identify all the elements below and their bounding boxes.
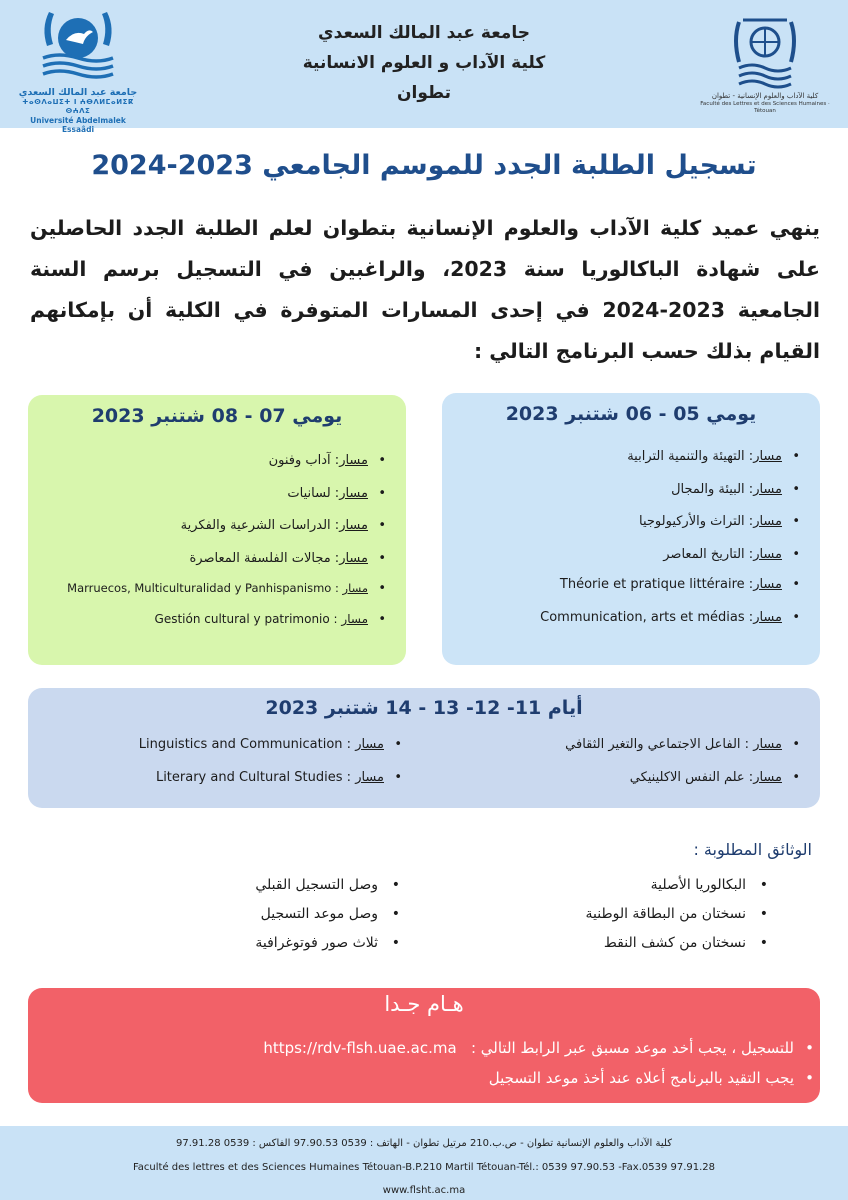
list-item: • مسار : Gestión cultural y patrimonio: [67, 612, 388, 626]
schedule-title: أيام 11- 12- 13 - 14 شتنبر 2023: [265, 697, 583, 719]
important-list: [263, 1033, 818, 1093]
list-item: • نسختان من كشف النقط: [585, 929, 772, 958]
list-item: • وصل موعد التسجيل: [255, 900, 404, 929]
list-item: • مسار: التهيئة والتنمية الترابية: [540, 449, 802, 464]
important-title: هـام جـدا: [384, 992, 464, 1016]
list-item: • مسار : Literary and Cultural Studies: [139, 770, 404, 785]
track-list-right: [565, 737, 802, 785]
documents-list-right: [585, 871, 772, 958]
university-logo: [16, 8, 140, 134]
city-name: تطوان: [397, 83, 451, 103]
schedule-title: يومي 05 - 06 شتنبر 2023: [505, 403, 757, 425]
list-item: • مسار: Communication, arts et médias: [540, 610, 802, 625]
intro-paragraph: ينهي عميد كلية الآداب والعلوم الإنسانية بتطوان لعلم الطلبة الجدد الحاصلين على شهادة الباكالوريا سنة 2023، والراغبين في التسجيل برسم السنة الجامعية 2023-2024 في إحدى المسارات المتوفرة في الكلية أن بإمكانهم القيام بذلك حسب البرنامج التالي :: [30, 216, 821, 363]
schedule-title: يومي 07 - 08 شتنبر 2023: [91, 405, 343, 427]
schedule-box-days-11-14: [28, 688, 820, 808]
documents-title: الوثائق المطلوبة :: [693, 840, 812, 859]
schedule-box-days-05-06: [442, 393, 820, 665]
page-title: تسجيل الطلبة الجدد للموسم الجامعي 2023-2024: [91, 150, 757, 181]
list-item: • مسار : الفاعل الاجتماعي والتغير الثقافي: [565, 737, 802, 752]
list-item: • مسار : Marruecos, Multiculturalidad y Panhispanismo: [67, 581, 388, 595]
registration-link[interactable]: https://rdv-flsh.uae.ac.ma: [263, 1039, 457, 1057]
footer-website-link[interactable]: www.flsht.ac.ma: [382, 1185, 466, 1196]
list-item: • مسار: علم النفس الاكلينيكي: [565, 770, 802, 785]
list-item: • مسار: التاريخ المعاصر: [540, 547, 802, 562]
list-item: • ثلاث صور فوتوغرافية: [255, 929, 404, 958]
track-list: [540, 449, 802, 625]
list-item: • مسار: مجالات الفلسفة المعاصرة: [67, 551, 388, 566]
schedule-box-days-07-08: [28, 395, 406, 665]
list-item: • نسختان من البطاقة الوطنية: [585, 900, 772, 929]
list-item: • مسار: البيئة والمجال: [540, 482, 802, 497]
list-item: • مسار: التراث والأركيولوجيا: [540, 514, 802, 529]
documents-list-left: [255, 871, 404, 958]
logo-name-tifinagh: ⵜⴰⵙⴷⴰⵡⵉⵜ ⵏ ⵄⴱⴷⵍⵎⴰⵍⵉⴽ ⵙⵄⴷⵉ: [22, 98, 134, 115]
list-item: • وصل التسجيل القبلي: [255, 871, 404, 900]
logo-name-ar: جامعة عبد المالك السعدي: [18, 87, 138, 98]
faculty-emblem-icon: [733, 10, 797, 90]
list-item: • مسار: آداب وفنون: [67, 453, 388, 468]
footer-address-fr: Faculté des lettres et des Sciences Humaines Tétouan-B.P.210 Martil Tétouan-Tél.: 0539 97.90.53 -Fax.0539 97.91.28: [132, 1162, 716, 1173]
university-emblem-icon: [39, 8, 117, 88]
track-list: [67, 453, 388, 626]
list-item: • مسار: لسانيات: [67, 486, 388, 501]
footer-address-ar: كلية الآداب والعلوم الإنسانية تطوان - ص.ب.210 مرتيل تطوان - الهاتف : 0539 97.90.53 الفاكس : 0539 97.91.28: [176, 1138, 672, 1149]
header-banner: [0, 0, 848, 134]
list-item: • للتسجيل ، يجب أخد موعد مسبق عبر الرابط التالي : https://rdv-flsh.uae.ac.ma: [263, 1033, 818, 1063]
faculty-logo-name-fr: Faculté des Lettres et des Sciences Humaines · Tétouan: [700, 101, 830, 114]
list-item: • يجب التقيد بالبرنامج أعلاه عند أخذ موعد التسجيل: [263, 1063, 818, 1093]
footer: [0, 1126, 848, 1200]
faculty-name: كلية الآداب و العلوم الانسانية: [302, 53, 546, 73]
list-item: • البكالوريا الأصلية: [585, 871, 772, 900]
faculty-logo-name-ar: كلية الآداب والعلوم الإنسانية - تطوان: [711, 92, 819, 100]
track-list-left: [139, 737, 404, 785]
university-name: جامعة عبد المالك السعدي: [318, 23, 530, 43]
logo-name-fr: Université Abdelmalek Essaâdi: [30, 116, 126, 134]
faculty-logo: [700, 10, 830, 122]
list-item: • مسار: Théorie et pratique littéraire: [540, 577, 802, 592]
header-titles: [250, 18, 598, 108]
list-item: • مسار : Linguistics and Communication: [139, 737, 404, 752]
list-item: • مسار: الدراسات الشرعية والفكرية: [67, 518, 388, 533]
